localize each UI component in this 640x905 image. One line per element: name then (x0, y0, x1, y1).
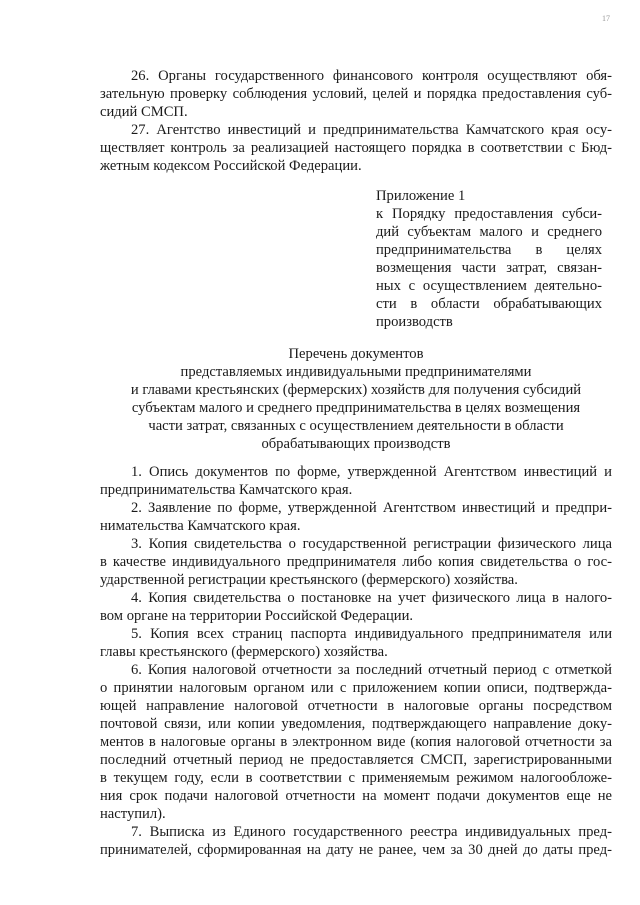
list-item-line: принимателей, сформированная на дату не ранее, чем за 30 дней до даты пред- (100, 842, 612, 858)
appendix-line: предпринимательства в целях (376, 242, 602, 258)
appendix-title: Приложение 1 (376, 188, 466, 204)
list-item-line: в текущем году, если в соответствии с применяемым режимом налогообложе- (100, 770, 612, 786)
list-item: 3. Копия свидетельства о государственной регистрации физического лица (131, 536, 612, 552)
list-item: 7. Выписка из Единого государственного реестра индивидуальных пред- (131, 824, 612, 840)
list-item: 6. Копия налоговой отчетности за последний отчетный период с отметкой (131, 662, 612, 678)
appendix-line: дий субъектам малого и среднего (376, 224, 602, 240)
list-item-line: ударственной регистрации крестьянского (фермерского) хозяйства. (100, 572, 518, 588)
list-item-line: в качестве индивидуального предпринимателя либо копия свидетельства о гос- (100, 554, 612, 570)
text-line: 26. Органы государственного финансового контроля осуществляют обя- (131, 68, 612, 84)
list-item-line: ния срок подачи налоговой отчетности на момент подачи документов еще не (100, 788, 612, 804)
list-item-line: главы крестьянского (фермерского) хозяйства. (100, 644, 388, 660)
title-line: обрабатывающих производств (261, 436, 451, 452)
title-line: части затрат, связанных с осуществлением деятельности в области (148, 418, 564, 434)
title-line: субъектам малого и среднего предпринимательства в целях возмещения (131, 400, 581, 416)
appendix-line: сти в области обрабатывающих (376, 296, 602, 312)
list-item-line: ментов в налоговые органы в электронном виде (копия налоговой отчетности за (100, 734, 612, 750)
appendix-line: производств (376, 314, 453, 330)
list-item: 4. Копия свидетельства о постановке на учет физического лица в налого- (131, 590, 612, 606)
text-line: 27. Агентство инвестиций и предпринимательства Камчатского края осу- (131, 122, 612, 138)
list-item: 5. Копия всех страниц паспорта индивидуального предпринимателя или (131, 626, 612, 642)
title-line: и главами крестьянских (фермерских) хозяйств для получения субсидий (130, 382, 582, 398)
text-line: ществляет контроль за реализацией настоящего порядка в соответствии с Бюд- (100, 140, 612, 156)
appendix-line: к Порядку предоставления субси- (376, 206, 602, 222)
list-item-line: о принятии налоговым органом или с приложением копии описи, подтвержда- (100, 680, 612, 696)
list-item-line: вом органе на территории Российской Федерации. (100, 608, 414, 624)
title-line: Перечень документов (288, 346, 424, 362)
text-line: сидий СМСП. (100, 104, 188, 120)
list-item: 2. Заявление по форме, утвержденной Агентством инвестиций и предпри- (131, 500, 612, 516)
list-item-line: ющей направление налоговой отчетности в налоговые органы посредством (100, 698, 612, 714)
text-line: зательную проверку соблюдения условий, целей и порядка предоставления суб- (100, 86, 612, 102)
list-item-line: почтовой связи, или копии уведомления, подтверждающего направление доку- (100, 716, 612, 732)
text-line: жетным кодексом Российской Федерации. (100, 158, 362, 174)
list-item-line: предпринимательства Камчатского края. (100, 482, 353, 498)
list-item-line: последний отчетный период не предоставляется СМСП, зарегистрированными (100, 752, 612, 768)
list-item-line: нимательства Камчатского края. (100, 518, 301, 534)
appendix-line: ных с осуществлением деятельно- (376, 278, 602, 294)
list-item: 1. Опись документов по форме, утвержденной Агентством инвестиций и (131, 464, 612, 480)
title-line: представляемых индивидуальными предпринимателями (180, 364, 532, 380)
appendix-line: возмещения части затрат, связан- (376, 260, 602, 276)
page-number-mark: 17 (602, 14, 610, 23)
list-item-line: наступил). (100, 806, 166, 822)
